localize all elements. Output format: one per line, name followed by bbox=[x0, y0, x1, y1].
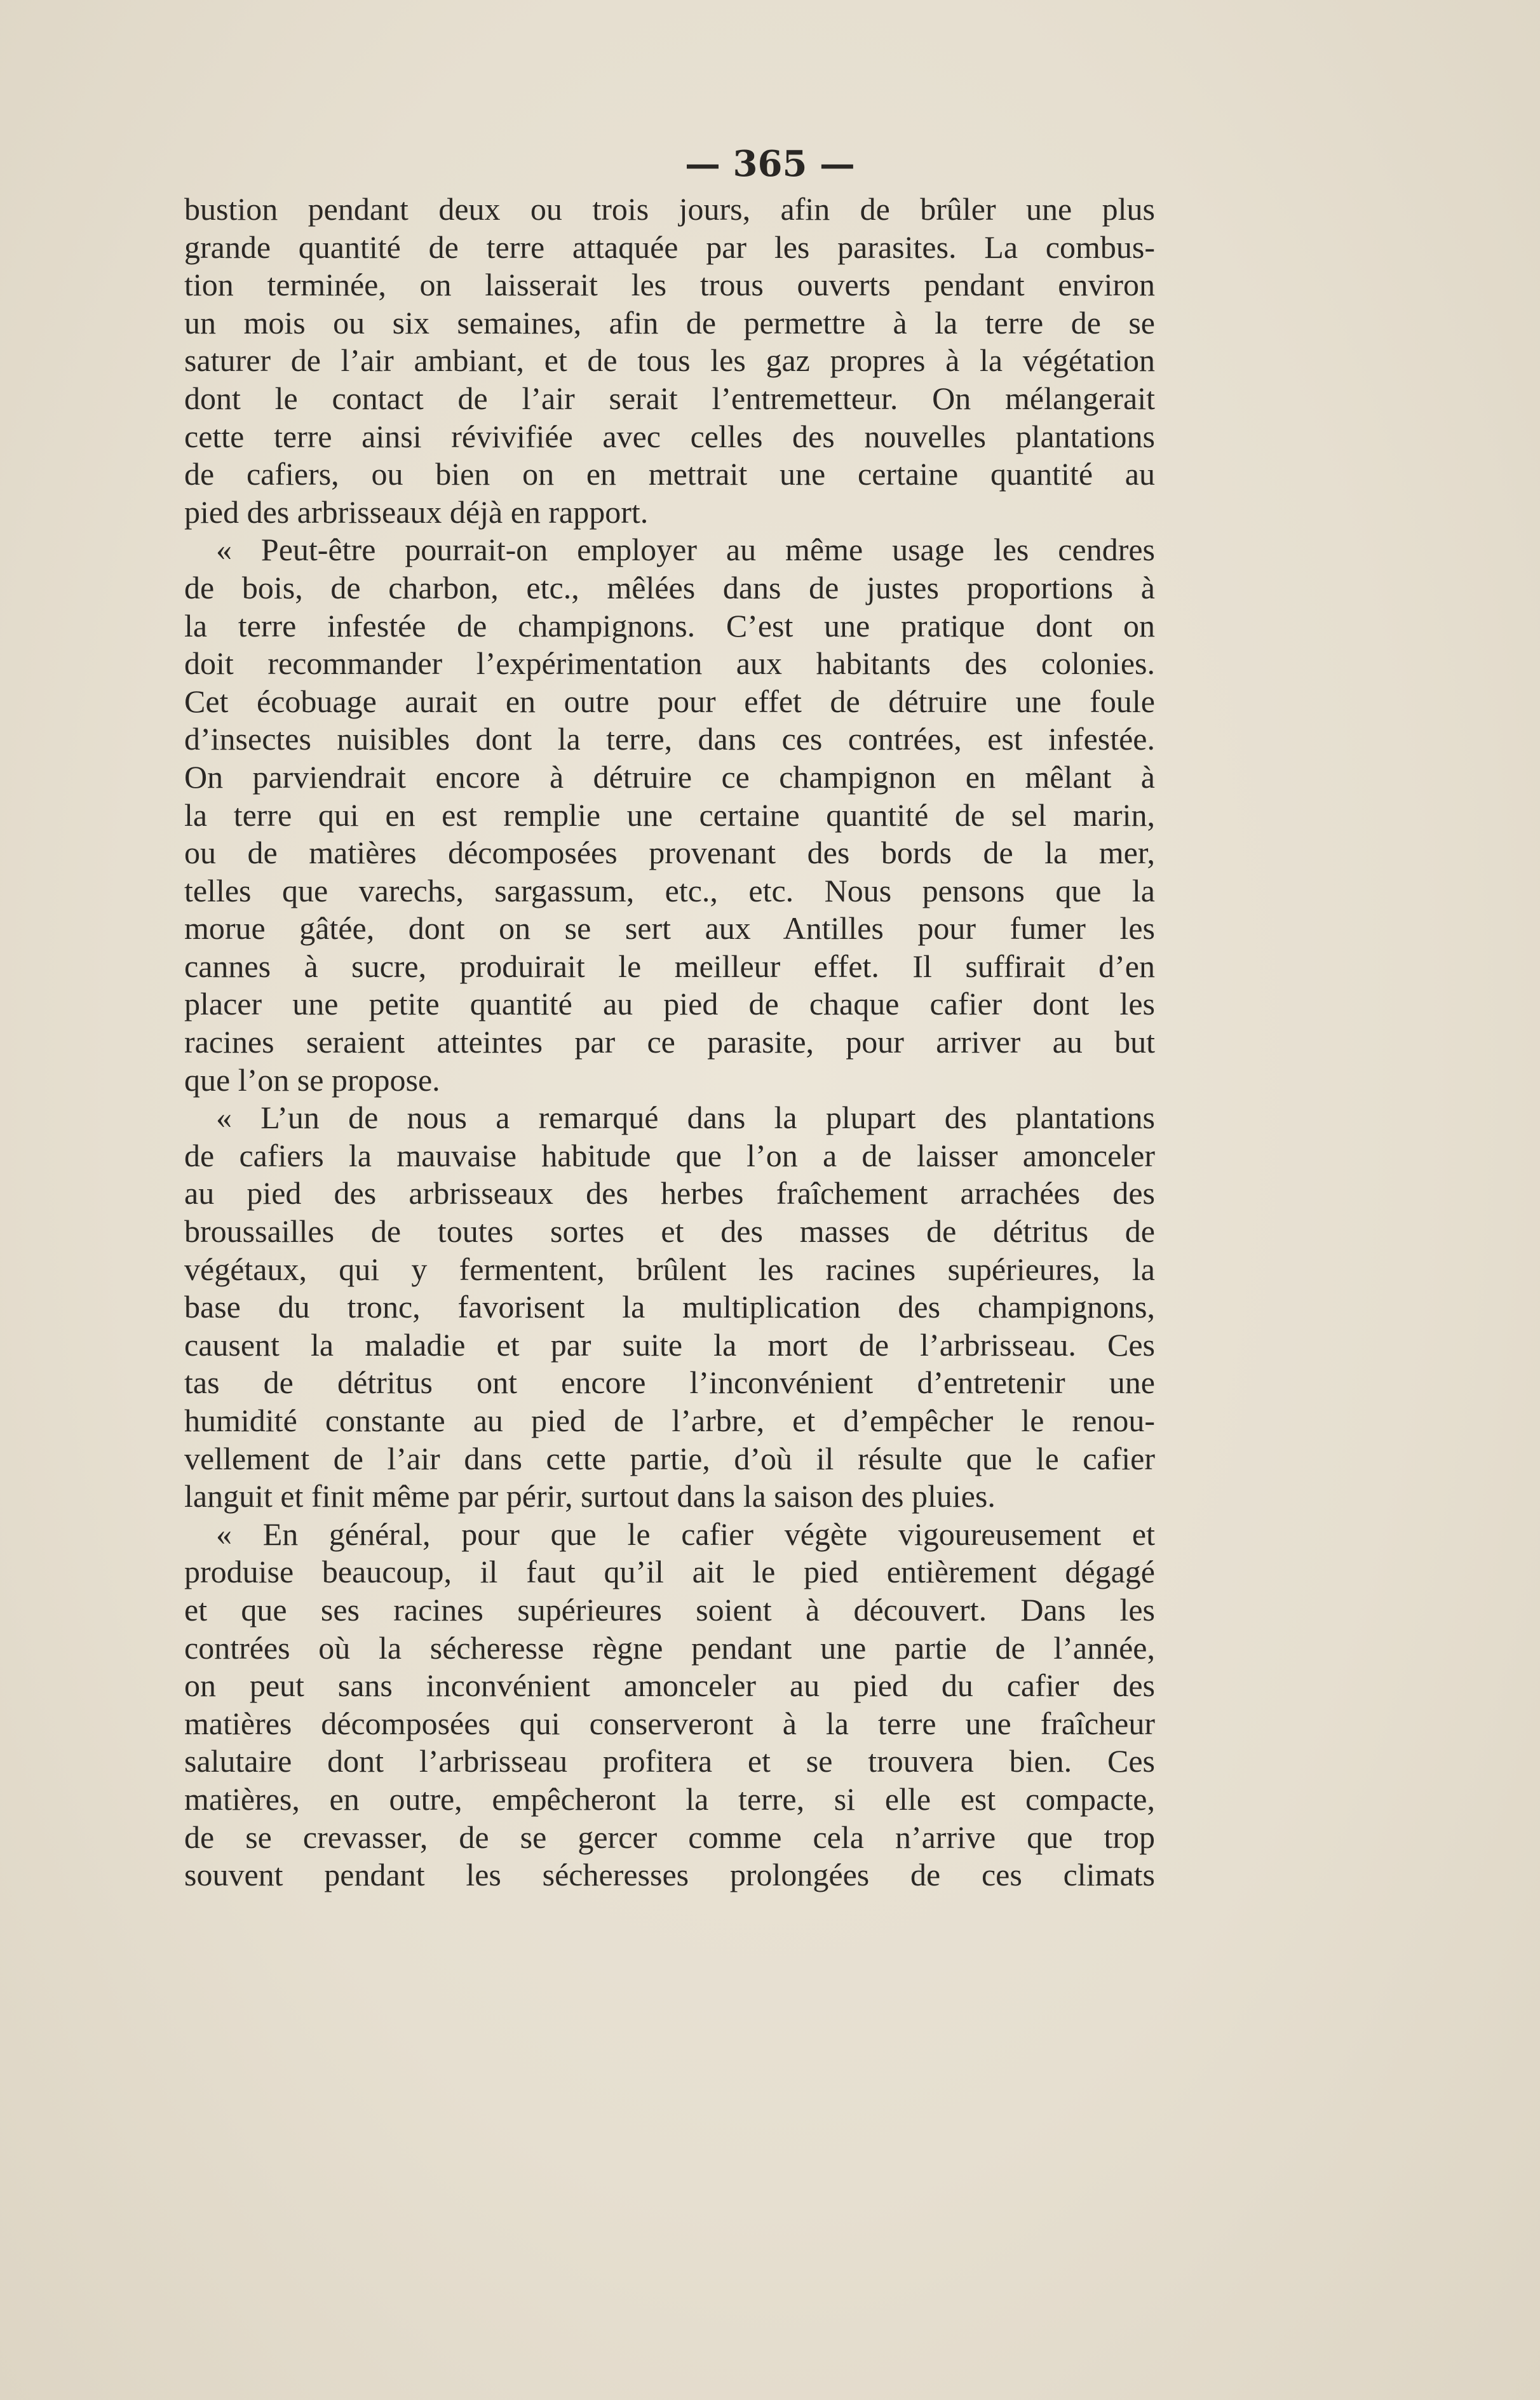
text-line: grande quantité de terre attaquée par les parasites. La combus- bbox=[184, 229, 1155, 265]
text-line: produise beaucoup, il faut qu’il ait le pied entièrement dégagé bbox=[184, 1554, 1155, 1590]
text-line: tion terminée, on laisserait les trous ouverts pendant environ bbox=[184, 267, 1155, 303]
text-line: « L’un de nous a remarqué dans la plupart des plantations bbox=[216, 1100, 1155, 1136]
text-line: cannes à sucre, produirait le meilleur effet. Il suffirait d’en bbox=[184, 948, 1155, 984]
text-line: d’insectes nuisibles dont la terre, dans ces contrées, est infestée. bbox=[184, 721, 1155, 757]
text-line: la terre qui en est remplie une certaine quantité de sel marin, bbox=[184, 797, 1155, 833]
text-line: de cafiers, ou bien on en mettrait une certaine quantité au bbox=[184, 456, 1155, 492]
text-line: matières décomposées qui conserveront à la terre une fraîcheur bbox=[184, 1705, 1155, 1741]
text-line: « En général, pour que le cafier végète vigoureusement et bbox=[216, 1516, 1155, 1552]
text-line: saturer de l’air ambiant, et de tous les gaz propres à la végétation bbox=[184, 342, 1155, 379]
text-line: de se crevasser, de se gercer comme cela n’arrive que trop bbox=[184, 1819, 1155, 1855]
text-line: ou de matières décomposées provenant des bords de la mer, bbox=[184, 835, 1155, 871]
text-line: doit recommander l’expérimentation aux habitants des colonies. bbox=[184, 645, 1155, 682]
text-line: placer une petite quantité au pied de chaque cafier dont les bbox=[184, 986, 1155, 1022]
text-line: morue gâtée, dont on se sert aux Antilles pour fumer les bbox=[184, 910, 1155, 947]
text-line: pied des arbrisseaux déjà en rapport. bbox=[184, 494, 649, 530]
body-text bbox=[184, 191, 1155, 1894]
text-line: racines seraient atteintes par ce parasite, pour arriver au but bbox=[184, 1024, 1155, 1060]
text-line: dont le contact de l’air serait l’entremetteur. On mélangerait bbox=[184, 380, 1155, 416]
text-line: humidité constante au pied de l’arbre, et d’empêcher le renou- bbox=[184, 1403, 1155, 1438]
text-line: la terre infestée de champignons. C’est une pratique dont on bbox=[184, 607, 1155, 644]
text-line: végétaux, qui y fermentent, brûlent les racines supérieures, la bbox=[184, 1251, 1155, 1287]
text-line: un mois ou six semaines, afin de permettre à la terre de se bbox=[184, 304, 1155, 340]
text-line: base du tronc, favorisent la multiplication des champignons, bbox=[184, 1289, 1155, 1325]
text-line: languit et finit même par périr, surtout dans la saison des pluies. bbox=[184, 1478, 996, 1514]
text-line: et que ses racines supérieures soient à découvert. Dans les bbox=[184, 1591, 1155, 1628]
text-line: salutaire dont l’arbrisseau profitera et se trouvera bien. Ces bbox=[184, 1743, 1155, 1779]
text-line: Cet écobuage aurait en outre pour effet de détruire une foule bbox=[184, 683, 1155, 719]
page-number: — 365 — bbox=[685, 143, 855, 185]
text-line: de bois, de charbon, etc., mêlées dans de justes proportions à bbox=[184, 569, 1155, 605]
text-line: bustion pendant deux ou trois jours, afin de brûler une plus bbox=[184, 191, 1155, 227]
text-line: de cafiers la mauvaise habitude que l’on a de laisser amonceler bbox=[184, 1137, 1155, 1173]
text-line: souvent pendant les sécheresses prolongées de ces climats bbox=[184, 1857, 1155, 1893]
text-line: causent la maladie et par suite la mort de l’arbrisseau. Ces bbox=[184, 1326, 1155, 1363]
text-line: au pied des arbrisseaux des herbes fraîchement arrachées des bbox=[184, 1175, 1155, 1211]
text-line: cette terre ainsi révivifiée avec celles des nouvelles plantations bbox=[184, 418, 1155, 454]
text-line: tas de détritus ont encore l’inconvénient d’entretenir une bbox=[184, 1365, 1155, 1401]
text-line: que l’on se propose. bbox=[184, 1062, 440, 1098]
text-line: telles que varechs, sargassum, etc., etc. Nous pensons que la bbox=[184, 872, 1155, 908]
text-line: contrées où la sécheresse règne pendant une partie de l’année, bbox=[184, 1629, 1155, 1666]
text-line: vellement de l’air dans cette partie, d’où il résulte que le cafier bbox=[184, 1440, 1155, 1476]
text-line: matières, en outre, empêcheront la terre, si elle est compacte, bbox=[184, 1781, 1155, 1817]
text-line: broussailles de toutes sortes et des masses de détritus de bbox=[184, 1213, 1155, 1250]
text-line: on peut sans inconvénient amonceler au pied du cafier des bbox=[184, 1668, 1155, 1704]
text-line: On parviendrait encore à détruire ce champignon en mêlant à bbox=[184, 758, 1155, 795]
text-line: « Peut-être pourrait-on employer au même usage les cendres bbox=[216, 532, 1155, 568]
